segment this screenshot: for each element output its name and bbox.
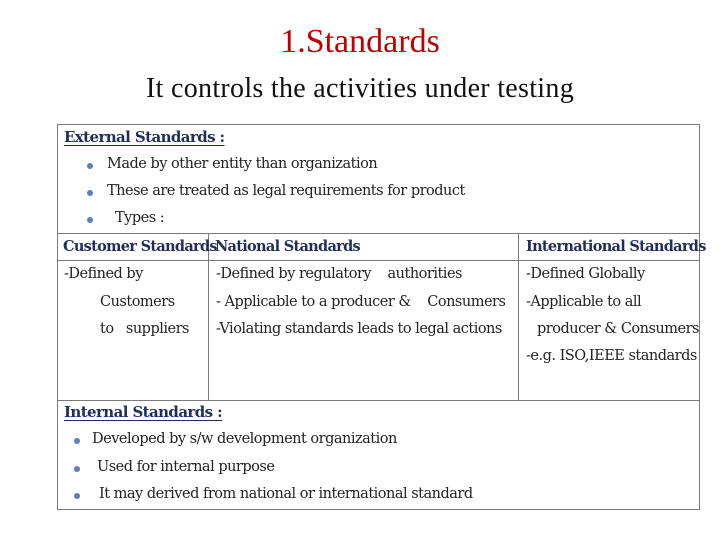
table-frame xyxy=(57,124,700,510)
row-divider xyxy=(57,233,700,234)
national-standards-line: - Applicable to a producer & Consumers xyxy=(216,294,506,310)
international-standards-heading: International Standards xyxy=(526,238,706,255)
internal-bullet: Developed by s/w development organization xyxy=(92,431,397,447)
external-bullet: Types : xyxy=(115,210,165,226)
national-standards-heading: National Standards xyxy=(215,238,361,255)
customer-standards-line: Customers xyxy=(100,294,175,310)
bullet-dot-icon xyxy=(74,438,80,444)
bullet-dot-icon xyxy=(87,190,93,196)
external-bullet: These are treated as legal requirements for product xyxy=(107,183,465,199)
bullet-dot-icon xyxy=(74,493,80,499)
national-standards-line: -Violating standards leads to legal actions xyxy=(216,321,502,337)
slide-subtitle: It controls the activities under testing xyxy=(145,73,574,104)
column-divider xyxy=(518,233,519,400)
internal-bullet: It may derived from national or international standard xyxy=(99,486,473,502)
customer-standards-line: -Defined by xyxy=(64,266,143,282)
customer-standards-line: to suppliers xyxy=(100,321,189,337)
internal-standards-heading: Internal Standards : xyxy=(64,403,223,421)
international-standards-line: -Defined Globally xyxy=(526,266,645,282)
column-divider xyxy=(208,233,209,400)
bullet-dot-icon xyxy=(87,217,93,223)
international-standards-line: -e.g. ISO,IEEE standards xyxy=(526,348,697,364)
slide-title: 1.Standards xyxy=(280,23,440,60)
bullet-dot-icon xyxy=(74,466,80,472)
external-bullet: Made by other entity than organization xyxy=(107,156,378,172)
bullet-dot-icon xyxy=(87,163,93,169)
international-standards-line: producer & Consumers xyxy=(537,321,699,337)
international-standards-line: -Applicable to all xyxy=(526,294,642,310)
customer-standards-heading: Customer Standards xyxy=(63,238,217,255)
row-divider xyxy=(57,400,700,401)
external-standards-heading: External Standards : xyxy=(64,128,225,146)
row-divider xyxy=(57,260,700,261)
internal-bullet: Used for internal purpose xyxy=(97,459,275,475)
national-standards-line: -Defined by regulatory authorities xyxy=(216,266,462,282)
